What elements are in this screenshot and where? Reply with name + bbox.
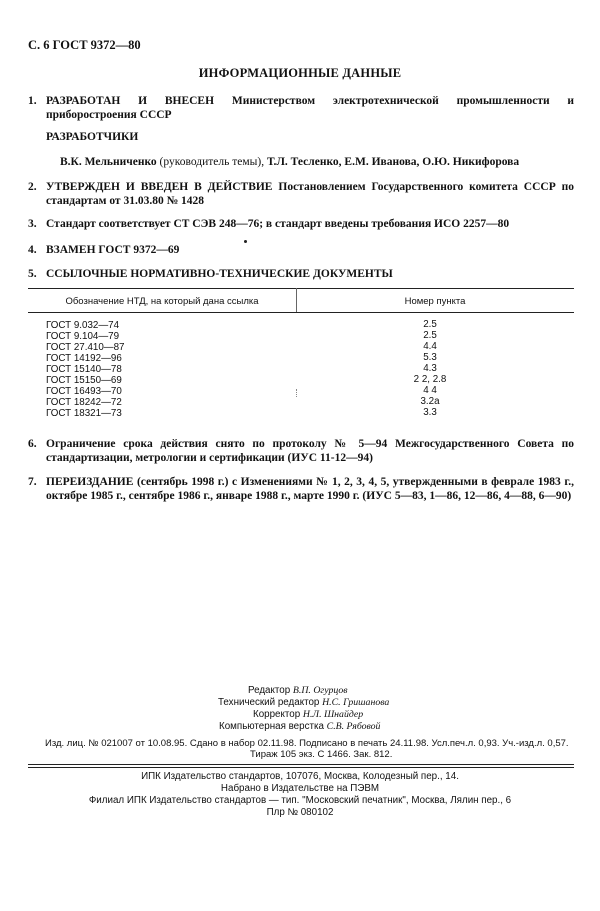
table-row-2-doc: ГОСТ 9.104—79: [46, 331, 120, 342]
table-row-6-doc: ГОСТ 15150—69: [46, 375, 122, 386]
credit-layout-label: Компьютерная верстка: [219, 721, 324, 732]
item-4: [28, 243, 574, 257]
credit-editor-label: Редактор: [248, 685, 291, 696]
item-6-number: 6.: [28, 438, 37, 450]
item-1-number: 1.: [28, 95, 37, 107]
item-7-number: 7.: [28, 476, 37, 488]
table-row-7-clause: 4 4: [423, 385, 437, 396]
credit-layout: [219, 721, 380, 732]
item-4-number: 4.: [28, 244, 37, 256]
table-row-5-clause: 4.3: [423, 363, 437, 374]
publisher-line-1: ИПК Издательство стандартов, 107076, Москва, Колодезный пер., 14.: [141, 771, 459, 782]
item-2-text: Постановлением Государственного комитета СССР по стандартам от 31.03.80 № 1428: [46, 181, 574, 207]
table-row-4-clause: 5.3: [423, 352, 437, 363]
item-6: [28, 437, 574, 465]
credit-tech-label: Технический редактор: [218, 697, 320, 708]
table-row-8-clause: 3.2а: [420, 396, 440, 407]
table-header-clause: Номер пункта: [404, 296, 466, 307]
item-3-number: 3.: [28, 218, 37, 230]
table-row-5-doc: ГОСТ 15140—78: [46, 364, 122, 375]
publisher-line-3: Филиал ИПК Издательство стандартов — тип. "Московский печатник", Москва, Лялин пер., 6: [88, 795, 512, 806]
item-7: [28, 475, 574, 503]
table-top-rule: [28, 288, 574, 289]
item-5-number: 5.: [28, 268, 37, 280]
developer-lead: В.К. Мельниченко: [60, 156, 157, 168]
footer-rule-1: [28, 764, 574, 765]
credit-corrector-name: Н.Л. Шнайдер: [302, 709, 364, 720]
item-4-text: ВЗАМЕН ГОСТ 9372—69: [46, 244, 180, 256]
table-row-7-doc: ГОСТ 16493—70: [46, 386, 122, 397]
table-row-9-clause: 3.3: [423, 407, 437, 418]
item-3-text: Стандарт соответствует СТ СЭВ 248—76; в стандарт введены требования ИСО 2257—80: [46, 218, 510, 230]
credit-corrector: [253, 709, 363, 720]
item-5-text: ССЫЛОЧНЫЕ НОРМАТИВНО-ТЕХНИЧЕСКИЕ ДОКУМЕНТЫ: [46, 268, 393, 280]
developers-list: [60, 156, 580, 168]
item-3: [28, 217, 574, 231]
credit-editor-name: В.П. Огурцов: [292, 685, 348, 696]
item-6-text: Ограничение срока действия снято по протоколу № 5—94 Межгосударственного Совета по стандартизации, метрологии и сертификации (ИУС 11-12—94): [46, 438, 574, 464]
imprint-line-1: Изд. лиц. № 021007 от 10.08.95. Сдано в набор 02.11.98. Подписано в печать 24.11.98. Усл.печ.л. 0,93. Уч.-изд.л. 0,57.: [45, 738, 569, 749]
credit-tech-name: Н.С. Гришанова: [322, 697, 390, 708]
table-row-4-doc: ГОСТ 14192—96: [46, 353, 122, 364]
table-row-3-clause: 4.4: [423, 341, 437, 352]
developer-lead-role: (руководитель темы),: [159, 156, 265, 168]
item-1-text: Министерством электротехнической промышленности и приборостроения СССР: [46, 95, 575, 121]
item-2: [28, 180, 574, 208]
table-row-1-clause: 2.5: [423, 319, 437, 330]
footer-rule-2: [28, 767, 574, 768]
table-row-1-doc: ГОСТ 9.032—74: [46, 320, 120, 331]
item-7-caps: ПЕРЕИЗДАНИЕ: [46, 476, 134, 488]
credit-editor: [248, 685, 348, 696]
table-row-3-doc: ГОСТ 27.410—87: [46, 342, 125, 353]
item-1-caps: РАЗРАБОТАН И ВНЕСЕН: [46, 95, 215, 107]
table-header-rule: [28, 312, 574, 313]
item-7-text: (сентябрь 1998 г.) с Изменениями № 1, 2, 3, 4, 5, утвержденными в феврале 1983 г., октябре 1985 г., сентябре 1986 г., январе 1988 г., марте 1990 г. (ИУС 5—83, 1—86, 12—86, 4—88, 6—90): [46, 476, 574, 502]
table-row-6-clause: 2 2, 2.8: [413, 374, 447, 385]
table-dotted-mark: [296, 389, 298, 397]
item-5: [28, 267, 574, 281]
developers-rest: Т.Л. Тесленко, Е.М. Иванова, О.Ю. Никифорова: [266, 156, 520, 168]
page-header: С. 6 ГОСТ 9372—80: [28, 38, 141, 52]
section-heading: ИНФОРМАЦИОННЫЕ ДАННЫЕ: [198, 66, 402, 80]
credit-layout-name: С.В. Рябовой: [326, 721, 381, 732]
imprint-line-2: Тираж 105 экз. С 1466. Зак. 812.: [250, 749, 393, 760]
table-row-2-clause: 2.5: [423, 330, 437, 341]
credit-corrector-label: Корректор: [253, 709, 301, 720]
item-2-caps: УТВЕРЖДЕН И ВВЕДЕН В ДЕЙСТВИЕ: [46, 181, 273, 193]
credit-tech-editor: [218, 697, 389, 708]
publisher-line-4: Плр № 080102: [266, 807, 334, 818]
publisher-line-2: Набрано в Издательстве на ПЭВМ: [220, 783, 380, 794]
table-header-document: Обозначение НТД, на который дана ссылка: [65, 296, 259, 307]
reference-table: [28, 288, 574, 423]
item-1: [28, 94, 574, 122]
table-row-8-doc: ГОСТ 18242—72: [46, 397, 122, 408]
developers-title: РАЗРАБОТЧИКИ: [46, 131, 139, 143]
item-2-number: 2.: [28, 181, 37, 193]
table-row-9-doc: ГОСТ 18321—73: [46, 408, 122, 419]
